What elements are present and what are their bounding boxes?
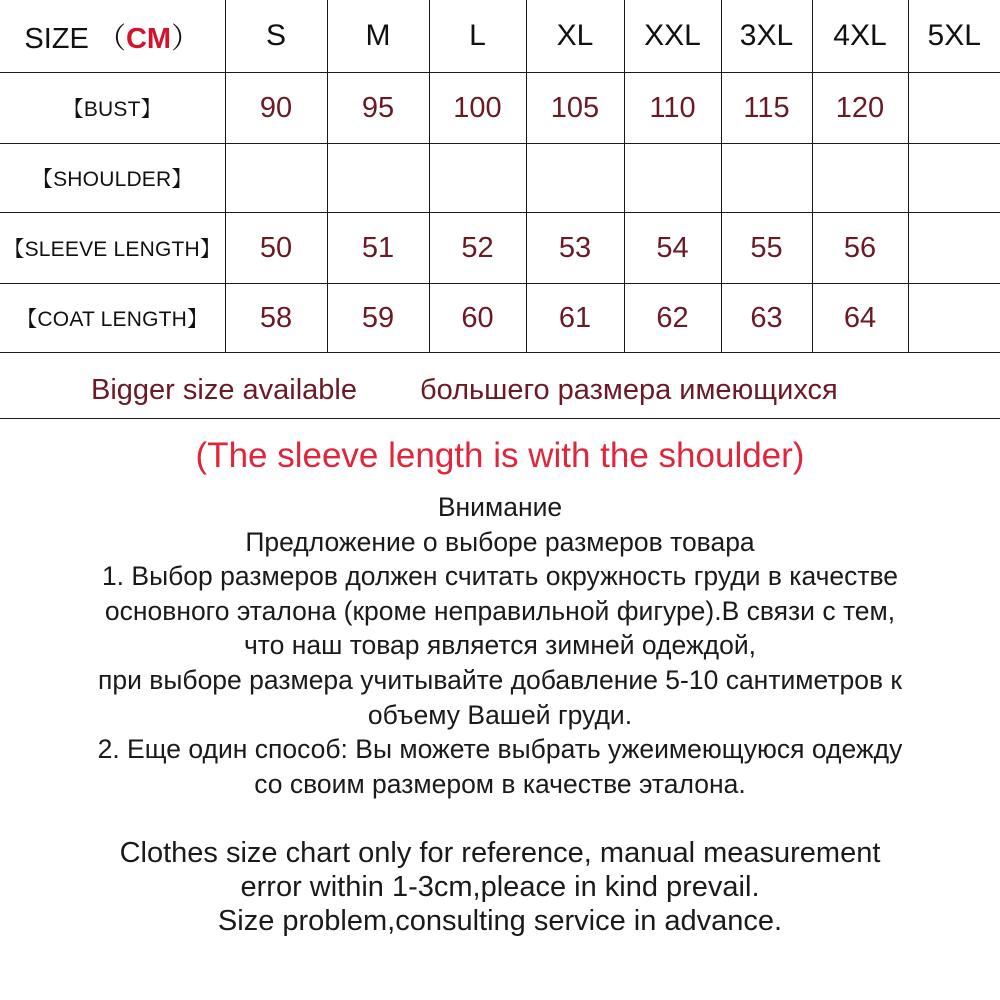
bigger-size-text-ru: большего размера имеющихся bbox=[420, 374, 838, 406]
table-cell bbox=[721, 144, 812, 213]
table-cell: 115 bbox=[721, 73, 812, 144]
table-cell: 95 bbox=[327, 73, 429, 144]
table-cell: 90 bbox=[225, 73, 327, 144]
table-row-sleeve-length bbox=[0, 213, 1000, 284]
table-cell: 54 bbox=[624, 213, 721, 284]
table-cell bbox=[908, 213, 1000, 284]
disclaimer-line: Size problem,consulting service in advance. bbox=[217, 905, 783, 937]
notice-line: объему Вашей груди. bbox=[367, 699, 633, 730]
size-header-row bbox=[0, 0, 1000, 73]
table-row-bust bbox=[0, 73, 1000, 144]
table-cell: 100 bbox=[429, 73, 526, 144]
bigger-size-banner bbox=[0, 356, 1000, 419]
russian-notice bbox=[0, 490, 1000, 801]
notice-line: при выборе размера учитывайте добавление 5-10 сантиметров к bbox=[98, 664, 902, 695]
row-label-sleeve-length: 【SLEEVE LENGTH】 bbox=[0, 213, 225, 284]
size-header-m: M bbox=[327, 0, 429, 73]
size-header-s: S bbox=[225, 0, 327, 73]
disclaimer-line: Clothes size chart only for reference, manual measurement bbox=[119, 837, 881, 869]
table-cell: 120 bbox=[812, 73, 908, 144]
notice-line: 2. Еще один способ: Вы можете выбрать ужеимеющуюся одежду bbox=[97, 734, 903, 765]
size-header-5xl: 5XL bbox=[908, 0, 1000, 73]
table-cell: 56 bbox=[812, 213, 908, 284]
row-label-shoulder: 【SHOULDER】 bbox=[0, 144, 225, 213]
row-label-coat-length: 【COAT LENGTH】 bbox=[0, 284, 225, 353]
table-cell bbox=[812, 144, 908, 213]
table-cell bbox=[327, 144, 429, 213]
notice-line: Предложение о выборе размеров товара bbox=[245, 526, 755, 557]
table-cell bbox=[908, 144, 1000, 213]
table-cell: 110 bbox=[624, 73, 721, 144]
unit-open-paren: （ bbox=[96, 22, 126, 55]
size-header-xxl: XXL bbox=[624, 0, 721, 73]
table-row-coat-length bbox=[0, 284, 1000, 353]
table-cell: 50 bbox=[225, 213, 327, 284]
notice-line: со своим размером в качестве эталона. bbox=[254, 768, 746, 799]
table-cell bbox=[908, 284, 1000, 353]
row-label-bust: 【BUST】 bbox=[0, 73, 225, 144]
size-chart-table bbox=[0, 0, 1000, 353]
table-row-shoulder bbox=[0, 144, 1000, 213]
table-cell bbox=[429, 144, 526, 213]
table-cell: 60 bbox=[429, 284, 526, 353]
table-cell: 62 bbox=[624, 284, 721, 353]
table-cell bbox=[526, 144, 624, 213]
disclaimer-line: error within 1-3cm,pleace in kind prevail. bbox=[240, 871, 760, 903]
table-cell bbox=[624, 144, 721, 213]
table-cell: 105 bbox=[526, 73, 624, 144]
size-header-4xl: 4XL bbox=[812, 0, 908, 73]
table-cell: 53 bbox=[526, 213, 624, 284]
table-cell: 64 bbox=[812, 284, 908, 353]
size-header-l: L bbox=[429, 0, 526, 73]
size-unit-header bbox=[0, 0, 225, 73]
size-label: SIZE bbox=[24, 22, 89, 55]
table-cell bbox=[225, 144, 327, 213]
table-cell: 59 bbox=[327, 284, 429, 353]
table-cell: 52 bbox=[429, 213, 526, 284]
size-header-xl: XL bbox=[526, 0, 624, 73]
unit-cm: CM bbox=[125, 22, 172, 55]
sleeve-note: (The sleeve length is with the shoulder) bbox=[195, 436, 805, 475]
table-cell: 58 bbox=[225, 284, 327, 353]
bigger-size-text-en: Bigger size available bbox=[91, 374, 357, 406]
notice-line: что наш товар является зимней одеждой, bbox=[243, 630, 757, 661]
english-disclaimer bbox=[0, 836, 1000, 938]
size-header-3xl: 3XL bbox=[721, 0, 812, 73]
notice-line: основного эталона (кроме неправильной фигуре).В связи с тем, bbox=[104, 595, 896, 626]
unit-close-paren: ） bbox=[171, 22, 201, 55]
table-cell: 51 bbox=[327, 213, 429, 284]
notice-heading: Внимание bbox=[437, 492, 563, 522]
table-cell: 63 bbox=[721, 284, 812, 353]
table-cell: 61 bbox=[526, 284, 624, 353]
table-cell: 55 bbox=[721, 213, 812, 284]
notice-line: 1. Выбор размеров должен считать окружность груди в качестве bbox=[101, 561, 899, 592]
table-cell bbox=[908, 73, 1000, 144]
